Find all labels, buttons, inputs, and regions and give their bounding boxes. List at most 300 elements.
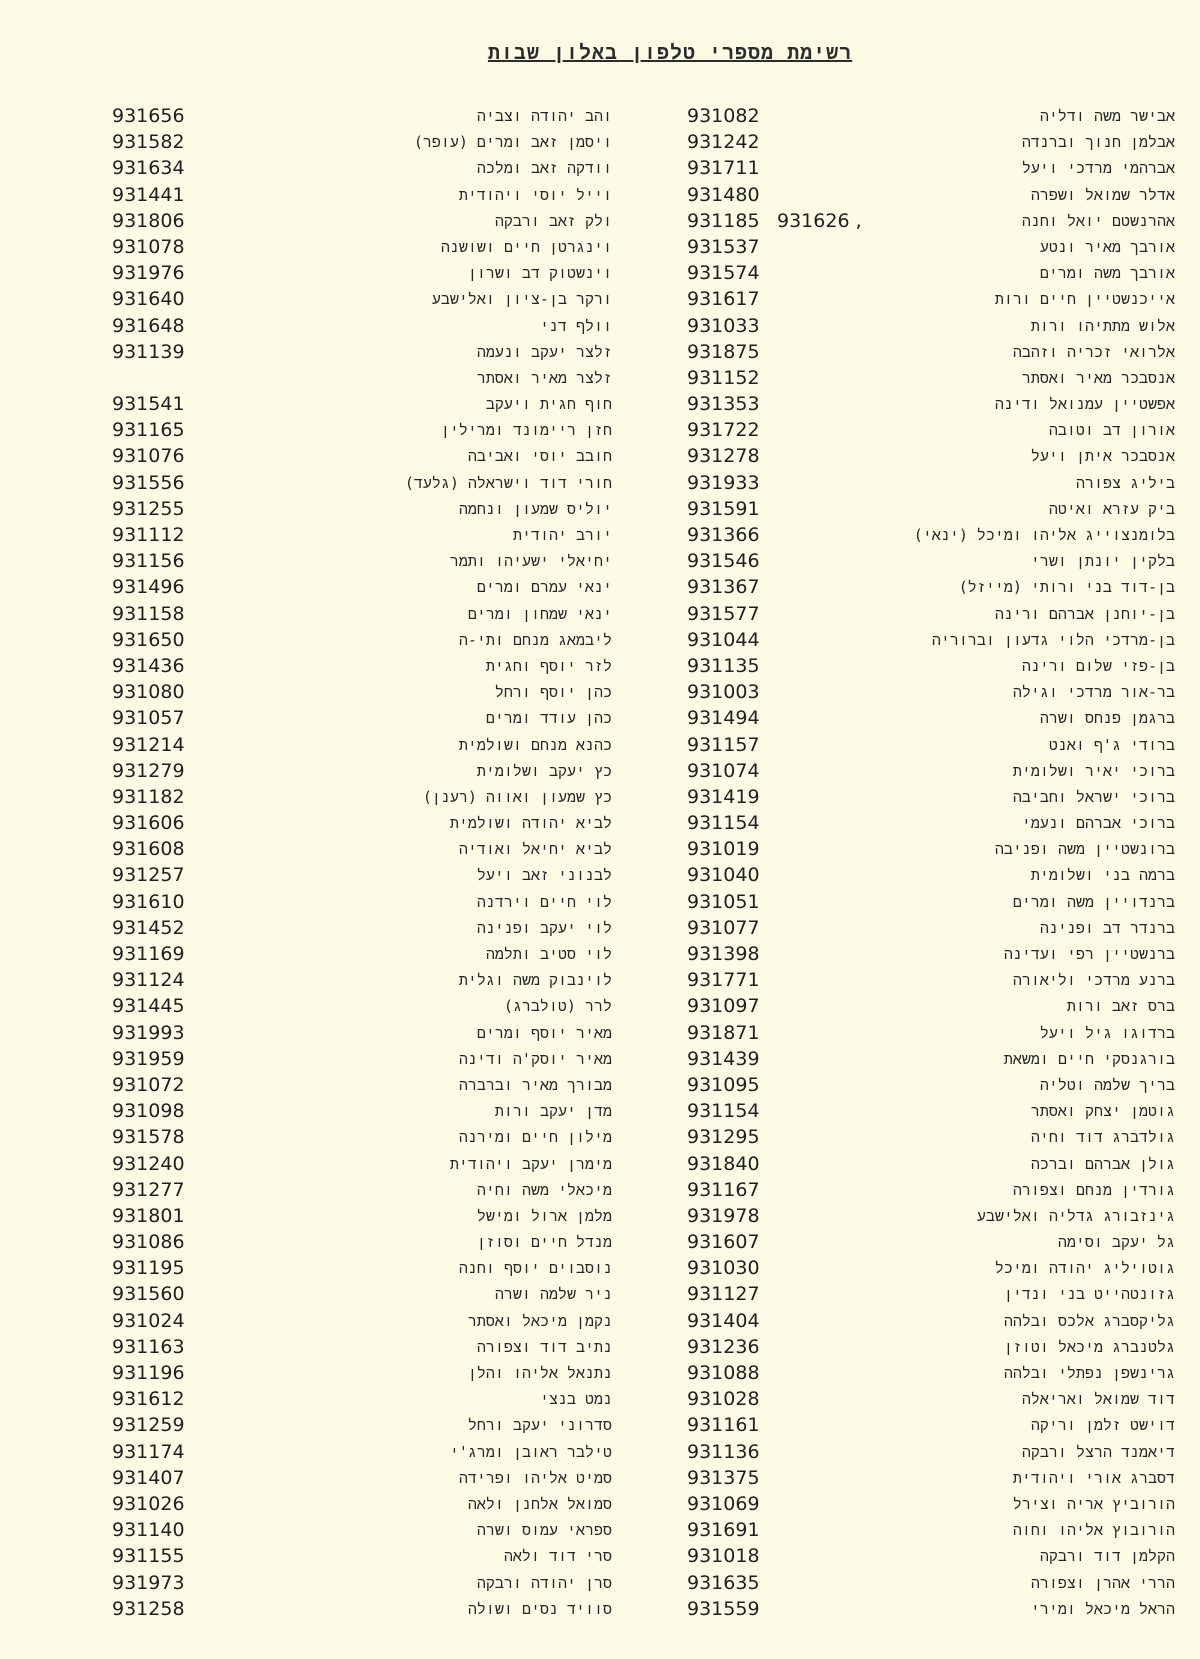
phone-number: 931165	[112, 419, 185, 442]
list-item	[682, 758, 1175, 784]
phone-number: 931439	[687, 1047, 760, 1070]
list-item	[682, 915, 1175, 941]
phone-number: 931976	[112, 262, 185, 285]
list-item	[682, 443, 1175, 469]
phone-number: 931136	[687, 1440, 760, 1463]
family-name: מדן יעקב ורות	[494, 1102, 612, 1121]
list-item	[112, 1570, 612, 1596]
phone-number: 931069	[687, 1492, 760, 1515]
list-item	[112, 915, 612, 941]
list-item	[112, 784, 612, 810]
list-item	[682, 313, 1175, 339]
list-item	[112, 1308, 612, 1334]
family-name: אהרנשטם יואל וחנה	[1021, 211, 1175, 230]
phone-number: 931127	[687, 1283, 760, 1306]
family-name: וולף דני	[539, 316, 612, 335]
family-name: גזונטהייט בני ונדין	[1003, 1285, 1175, 1304]
phone-number: 931806	[112, 209, 185, 232]
phone-number: 931140	[112, 1519, 185, 1542]
family-name: הראל מיכאל ומירי	[1030, 1599, 1175, 1618]
phone-number: 931480	[687, 183, 760, 206]
phone-number: 931003	[687, 681, 760, 704]
list-item	[682, 601, 1175, 627]
phone-number: 931174	[112, 1440, 185, 1463]
list-item	[682, 1124, 1175, 1150]
phone-number: 931722	[687, 419, 760, 442]
phone-number: 931242	[687, 131, 760, 154]
phone-number: 931236	[687, 1335, 760, 1358]
list-item	[682, 1596, 1175, 1622]
phone-number: 931840	[687, 1152, 760, 1175]
list-item	[112, 1072, 612, 1098]
list-item	[682, 627, 1175, 653]
phone-number: 931871	[687, 1021, 760, 1044]
family-name: ברוכי ישראל וחביבה	[1012, 787, 1175, 806]
list-item	[682, 339, 1175, 365]
list-item	[112, 417, 612, 443]
family-name: בן-פזי שלום ורינה	[1021, 656, 1175, 675]
phone-number: 931157	[687, 733, 760, 756]
list-item	[112, 1124, 612, 1150]
list-item	[682, 1439, 1175, 1465]
family-name: ברס זאב ורות	[1066, 997, 1175, 1016]
phone-number: 931546	[687, 550, 760, 573]
family-name: לביא יחיאל ואודיה	[458, 840, 612, 859]
list-item	[112, 758, 612, 784]
phone-number: 931617	[687, 288, 760, 311]
list-item	[112, 601, 612, 627]
phone-number: 931771	[687, 969, 760, 992]
list-item	[112, 1386, 612, 1412]
phone-number: 931030	[687, 1257, 760, 1280]
list-item	[112, 548, 612, 574]
phone-number: 931711	[687, 157, 760, 180]
phone-number: 931404	[687, 1309, 760, 1332]
phone-number: 931074	[687, 759, 760, 782]
family-name: אבישר משה ודליה	[1039, 107, 1175, 125]
list-item	[112, 208, 612, 234]
phone-number: 931080	[112, 681, 185, 704]
family-name: אנסבכר מאיר ואסתר	[1021, 368, 1175, 387]
list-item	[112, 496, 612, 522]
list-item	[682, 1046, 1175, 1072]
family-name: אפשטיין עמנואל ודינה	[994, 395, 1175, 414]
phone-number: 931155	[112, 1545, 185, 1568]
family-name: אנסבכר איתן ויעל	[1030, 447, 1175, 466]
phone-number: 931277	[112, 1178, 185, 1201]
family-name: הקלמן דוד ורבקה	[1039, 1547, 1175, 1566]
family-name: וינגרטן חיים ושושנה	[440, 237, 612, 256]
phone-number: 931634	[112, 157, 185, 180]
phone-number: 931978	[687, 1204, 760, 1227]
phone-number: 931591	[687, 497, 760, 520]
list-item	[112, 1465, 612, 1491]
phone-number: 931078	[112, 235, 185, 258]
family-name: גורדין מנחם וצפורה	[1012, 1180, 1175, 1199]
list-item	[112, 1543, 612, 1569]
list-item	[112, 365, 612, 391]
phone-number: 931076	[112, 445, 185, 468]
list-item	[112, 522, 612, 548]
phone-number: 931088	[687, 1362, 760, 1384]
list-item	[112, 862, 612, 888]
phone-number: 931959	[112, 1047, 185, 1070]
family-name: ברנשטיין רפי ועדינה	[1003, 945, 1175, 963]
list-item	[682, 1098, 1175, 1124]
list-item	[682, 1334, 1175, 1360]
list-item	[682, 286, 1175, 312]
family-name: גולן אברהם וברכה	[1030, 1154, 1175, 1173]
phone-number: 931353	[687, 393, 760, 416]
family-name: אורבך משה ומרים	[1039, 264, 1175, 283]
phone-number: 931367	[687, 576, 760, 599]
list-item	[112, 1229, 612, 1255]
phone-number: 931018	[687, 1545, 760, 1568]
phone-number: 931028	[687, 1388, 760, 1411]
family-name: ברוכי יאיר ושלומית	[1012, 761, 1175, 780]
family-name: כהנא מנחם ושולמית	[458, 735, 612, 754]
list-item	[682, 1203, 1175, 1229]
phone-number: 931436	[112, 654, 185, 677]
family-name: גולדברג דוד וחיה	[1030, 1128, 1175, 1147]
list-item	[682, 1229, 1175, 1255]
list-item	[112, 1020, 612, 1046]
list-item	[682, 1491, 1175, 1517]
list-item	[682, 653, 1175, 679]
list-item	[682, 1517, 1175, 1543]
phone-number: 931582	[112, 131, 185, 154]
family-name: חוף חגית ויעקב	[485, 395, 612, 414]
family-name: חובב יוסי ואביבה	[467, 447, 612, 466]
family-name: נוסבוים יוסף וחנה	[458, 1259, 612, 1278]
phone-number: 931875	[687, 340, 760, 363]
family-name: דוד שמואל ואריאלה	[1021, 1390, 1175, 1409]
phone-number: 931441	[112, 183, 185, 206]
family-name: גל יעקב וסימה	[1057, 1233, 1175, 1252]
family-name: חורי דוד וישראלה (גלעד)	[404, 473, 612, 492]
list-item	[682, 1177, 1175, 1203]
phone-number: 931057	[112, 707, 185, 730]
list-item	[682, 705, 1175, 731]
phone-number: 931259	[112, 1414, 185, 1437]
phone-number: 931556	[112, 471, 185, 494]
list-item	[112, 1177, 612, 1203]
list-item	[682, 1255, 1175, 1281]
left-column	[112, 103, 612, 1622]
list-item	[112, 1334, 612, 1360]
phone-number: 931258	[112, 1597, 185, 1620]
phone-number: 931214	[112, 733, 185, 756]
phone-number: 931541	[112, 393, 185, 416]
list-item	[112, 1517, 612, 1543]
family-name: בר-אור מרדכי וגילה	[1012, 683, 1175, 702]
family-name: גוטמן יצחק ואסתר	[1030, 1102, 1175, 1121]
family-name: ינאי שמחון ומרים	[467, 604, 612, 623]
family-name: סדרוני יעקב ורחל	[467, 1416, 612, 1435]
family-name: מימרן יעקב ויהודית	[449, 1154, 612, 1173]
list-item	[682, 1465, 1175, 1491]
phone-number: 931082	[687, 105, 760, 127]
phone-number: 931608	[112, 838, 185, 861]
list-item	[682, 496, 1175, 522]
list-item	[112, 941, 612, 967]
family-name: לוי סטיב ותלמה	[485, 945, 612, 963]
phone-number: 931033	[687, 314, 760, 337]
family-name: וודקה זאב ומלכה	[476, 159, 612, 178]
phone-number: 931185	[687, 209, 760, 232]
phone-number: 931182	[112, 785, 185, 808]
phone-number: 931169	[112, 943, 185, 965]
phone-number: 931375	[687, 1466, 760, 1489]
family-name: טילבר ראובן ומרג'י	[449, 1442, 612, 1461]
list-item	[682, 1020, 1175, 1046]
list-item	[682, 129, 1175, 155]
family-name: לבנוני זאב ויעל	[476, 866, 612, 885]
phone-number: 931051	[687, 890, 760, 913]
family-name: וייל יוסי ויהודית	[458, 185, 612, 204]
list-item	[682, 784, 1175, 810]
family-name: ביק עזרא ואיטה	[1048, 499, 1175, 518]
family-name: אייכנשטיין חיים ורות	[994, 290, 1175, 309]
family-name: ברוכי אברהם ונעמי	[1021, 814, 1175, 833]
family-name: סמואל אלחנן ולאה	[467, 1494, 612, 1513]
list-item	[112, 810, 612, 836]
phone-number: 931607	[687, 1231, 760, 1254]
family-name: לביא יהודה ושולמית	[449, 814, 612, 833]
phone-number: 931407	[112, 1466, 185, 1489]
list-item	[682, 1308, 1175, 1334]
list-item	[682, 391, 1175, 417]
list-item	[112, 339, 612, 365]
family-name: כץ שמעון ואווה (רענן)	[422, 787, 612, 806]
family-name: ברודי ג'ף ואנט	[1048, 735, 1175, 754]
phone-number: 931154	[687, 1100, 760, 1123]
list-item	[112, 1596, 612, 1622]
family-name: ספראי עמוס ושרה	[476, 1521, 612, 1540]
family-name: לרר (טולברג)	[503, 997, 612, 1016]
phone-number: 931124	[112, 969, 185, 992]
family-name: הורוביץ אריה וצירל	[1012, 1494, 1175, 1513]
list-item	[112, 470, 612, 496]
list-item	[112, 732, 612, 758]
phone-number: 931097	[687, 995, 760, 1018]
family-name: מאיר יוסק'ה ודינה	[458, 1049, 612, 1068]
phone-number: 931691	[687, 1519, 760, 1542]
list-item	[682, 679, 1175, 705]
phone-number: 931195	[112, 1257, 185, 1280]
phone-number: 931559	[687, 1597, 760, 1620]
list-item	[682, 1386, 1175, 1412]
phone-number: 931158	[112, 602, 185, 625]
phone-number: 931163	[112, 1335, 185, 1358]
family-name: ברדוגו גיל ויעל	[1039, 1023, 1175, 1042]
family-name: גלטנברג מיכאל וטוזן	[1003, 1337, 1175, 1356]
phone-number: 931072	[112, 1073, 185, 1096]
family-name: סוויד נסים ושולה	[467, 1599, 612, 1618]
family-name: אבלמן חנוך וברנדה	[1021, 133, 1175, 152]
family-name: סרן יהודה ורבקה	[476, 1573, 612, 1592]
phone-number: 931255	[112, 497, 185, 520]
family-name: כץ יעקב ושלומית	[476, 761, 612, 780]
phone-number: 931494	[687, 707, 760, 730]
family-name: חזן ריימונד ומרילין	[440, 421, 612, 440]
family-name: ורקר בן-ציון ואלישבע	[431, 290, 612, 309]
phone-number: 931445	[112, 995, 185, 1018]
family-name: וינשטוק דב ושרון	[467, 264, 612, 283]
phone-number: 931973	[112, 1571, 185, 1594]
family-name: ברמה בני ושלומית	[1030, 866, 1175, 885]
phone-number: 931295	[687, 1126, 760, 1149]
phone-number: 931578	[112, 1126, 185, 1149]
phone-number: 931167	[687, 1178, 760, 1201]
family-name: לוי חיים וירדנה	[476, 892, 612, 911]
phone-number: 931077	[687, 916, 760, 939]
family-name: יוליס שמעון ונחמה	[458, 499, 612, 518]
phone-number: 931574	[687, 262, 760, 285]
list-item	[682, 889, 1175, 915]
phone-number: 931801	[112, 1204, 185, 1227]
list-item	[682, 810, 1175, 836]
family-name: ליבמאג מנחם ותי-ה	[458, 630, 612, 649]
list-item	[112, 889, 612, 915]
family-name: נתנאל אליהו והלן	[467, 1364, 612, 1382]
list-item	[112, 679, 612, 705]
list-item	[112, 391, 612, 417]
family-name: דיאמנד הרצל ורבקה	[1021, 1442, 1175, 1461]
phone-number: 931496	[112, 576, 185, 599]
list-item	[682, 1570, 1175, 1596]
list-item	[682, 155, 1175, 181]
family-name: גוטויליג יהודה ומיכל	[994, 1259, 1175, 1278]
family-name: נתיב דוד וצפורה	[476, 1337, 612, 1356]
phone-number: 931095	[687, 1073, 760, 1096]
phone-number: 931044	[687, 628, 760, 651]
family-name: הררי אהרן וצפורה	[1030, 1573, 1175, 1592]
family-name: גרינשפן נפתלי ובלהה	[1003, 1364, 1175, 1382]
list-item	[682, 1072, 1175, 1098]
list-item	[682, 522, 1175, 548]
family-name: דוישט זלמן וריקה	[1030, 1416, 1175, 1435]
family-name: אלוש מתתיהו ורות	[1030, 316, 1175, 335]
list-item	[112, 129, 612, 155]
list-item	[682, 836, 1175, 862]
family-name: מיכאלי משה וחיה	[476, 1180, 612, 1199]
phone-number: 931577	[687, 602, 760, 625]
family-name: ביליג צפורה	[1075, 473, 1175, 492]
list-item	[112, 1439, 612, 1465]
phone-number: 931398	[687, 943, 760, 965]
family-name: בן-יוחנן אברהם ורינה	[994, 604, 1175, 623]
list-item	[682, 1412, 1175, 1438]
family-name: ברגמן פנחס ושרה	[1039, 709, 1175, 728]
family-name: ניר שלמה ושרה	[494, 1285, 612, 1304]
list-item	[682, 993, 1175, 1019]
list-item	[112, 1046, 612, 1072]
phone-number: 931279	[112, 759, 185, 782]
phone-number: 931112	[112, 524, 185, 546]
family-name: זלצר מאיר ואסתר	[476, 368, 612, 387]
family-name: לוינבוק משה וגלית	[458, 971, 612, 990]
phone-number: 931135	[687, 654, 760, 677]
family-name: בלומנצוייג אליהו ומיכל (ינאי)	[913, 526, 1175, 544]
phone-number: 931366	[687, 524, 760, 546]
family-name: כהן עודד ומרים	[485, 709, 612, 728]
phone-number: 931086	[112, 1231, 185, 1254]
family-name: ברנע מרדכי וליאורה	[1012, 971, 1175, 990]
list-item	[682, 1281, 1175, 1307]
family-name: בריך שלמה וטליה	[1039, 1075, 1175, 1094]
phone-number: 931650	[112, 628, 185, 651]
family-name: מלמן ארול ומישל	[476, 1206, 612, 1225]
list-item	[682, 941, 1175, 967]
phone-number: 931154	[687, 812, 760, 835]
list-item	[682, 182, 1175, 208]
family-name: גליקסברג אלכס ובלהה	[1003, 1311, 1175, 1330]
list-item	[112, 1281, 612, 1307]
list-item	[682, 967, 1175, 993]
list-item	[112, 1491, 612, 1517]
family-name: זלצר יעקב ונעמה	[476, 342, 612, 361]
list-item	[112, 260, 612, 286]
list-item	[112, 993, 612, 1019]
right-column	[682, 103, 1175, 1622]
phone-number: 931026	[112, 1492, 185, 1515]
list-item	[112, 836, 612, 862]
family-name: כהן יוסף ורחל	[494, 683, 612, 702]
list-item	[112, 1151, 612, 1177]
family-name: והב יהודה וצביה	[476, 107, 612, 125]
list-item	[682, 417, 1175, 443]
phone-number: 931419	[687, 785, 760, 808]
phone-number: 931612	[112, 1388, 185, 1411]
phone-number: 931152	[687, 366, 760, 389]
phone-number: 931278	[687, 445, 760, 468]
phone-number: 931161	[687, 1414, 760, 1437]
phone-number: 931452	[112, 916, 185, 939]
family-name: סרי דוד ולאה	[503, 1547, 612, 1566]
family-name: יורב יהודית	[512, 526, 612, 544]
phone-number: 931156	[112, 550, 185, 573]
list-item	[112, 103, 612, 129]
family-name: ברנדויין משה ומרים	[1012, 892, 1175, 911]
list-item	[112, 1255, 612, 1281]
family-name: בן-דוד בני ורותי (מייזל)	[958, 578, 1175, 597]
phone-number: 931933	[687, 471, 760, 494]
list-item	[112, 182, 612, 208]
phone-number: 931098	[112, 1100, 185, 1123]
family-name: דסברג אורי ויהודית	[1012, 1468, 1175, 1487]
list-item	[112, 653, 612, 679]
list-item	[682, 1543, 1175, 1569]
phone-number: 931635	[687, 1571, 760, 1594]
family-name: אורון דב וטובה	[1048, 421, 1175, 440]
phone-number: 931648	[112, 314, 185, 337]
family-name: יחיאלי ישעיהו ותמר	[449, 552, 612, 571]
phone-number: 931257	[112, 864, 185, 887]
list-item	[682, 732, 1175, 758]
family-name: בלקין יונתן ושרי	[1030, 552, 1175, 571]
list-item	[112, 313, 612, 339]
list-item	[112, 155, 612, 181]
list-item	[112, 1098, 612, 1124]
list-item	[682, 470, 1175, 496]
list-item	[682, 260, 1175, 286]
phone-number: 931139	[112, 340, 185, 363]
family-name: אדלר שמואל ושפרה	[1030, 185, 1175, 204]
list-item	[112, 574, 612, 600]
phone-number: 931240	[112, 1152, 185, 1175]
list-item	[112, 705, 612, 731]
